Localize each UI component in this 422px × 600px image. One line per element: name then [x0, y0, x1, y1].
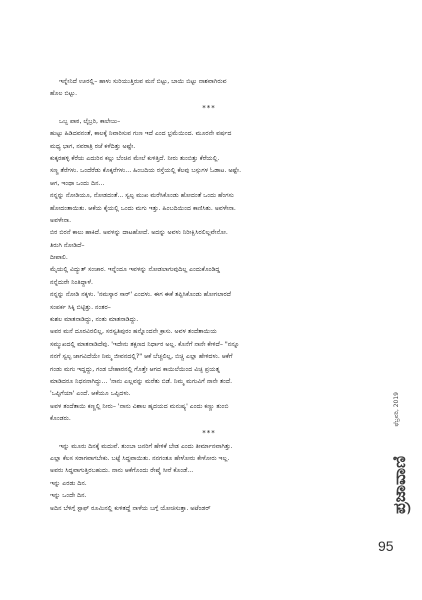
magazine-logo	[386, 456, 414, 516]
text-line: ಕೊಂಡರು.	[50, 415, 71, 423]
article-body	[50, 76, 368, 515]
issue-date-text: ಫೆಬ್ರವರಿ, 2019	[393, 392, 400, 427]
text-line: ಅವರ ಮನೆ ದೂರವಿರಲಿಲ್ಲ, ಸರಸ್ವತಿಪುರಂ ಹನ್ನೊಂದನೇ ಕ್ರಾಸು. ಅವಳ ತಂದೆತಾಯಿಯ	[50, 328, 217, 336]
text-line: ಸಮ್ಮುಖದಲ್ಲಿ ಮಾತನಾಡಿದೆವು. 'ಇದೇನು ತಕ್ಷಣದ ನಿರ್ಧಾರ ಅಲ್ಲ. ಕೊನೆಗೆ ನಾನೇ ಕೇಳಿದೆ– "ನನ್ನೂ	[50, 340, 240, 348]
magazine-logo-text: ಪ್ರಜಾವಾಣಿ	[390, 456, 410, 515]
text-line: ಇನ್ನು ಒಂದೇ ದಿನ.	[50, 492, 87, 500]
text-line: ಇನ್ನು ಎರಡು ದಿನ.	[50, 479, 87, 487]
issue-date	[393, 392, 405, 452]
text-line: ಸಂಪರ್ಕ ಸಿಕ್ಕಿ ಬಿಟ್ಟಿತ್ತು. ನಂತರ–	[50, 303, 111, 311]
text-line: ಅವಳೇನಾ.	[50, 216, 72, 224]
text-line: ಕುಶಲ ಮಾತನಾಡಿದ್ದು, ನಂತು ಮಾತನಾಡಿದ್ದು.	[50, 316, 139, 324]
text-line: ನನ್ನನ್ನು ನೋಡಿಯೂ, ನೋಡದಂತೆ... ಸ್ವಲ್ಪ ಮುಖ ಮರೆಸಿಕೊಂಡು ಹೋದಂತೆ ಒಂದು ಹೆಂಗಸು	[50, 192, 234, 200]
text-line: ನನ್ನನ್ನು ನೋಡಿ ನಕ್ಕಳು. 'ನಮಸ್ಕಾರ ಸಾರ್' ಎಂದಳು. ಈಗ ಈಕೆ ತಪ್ಪಿಸಿಕೊಂಡು ಹೋಗಲಾರದೆ	[50, 291, 231, 299]
text-line: ಮಾಡಿದರೂ ನಿಧನನಾಗಿದ್ದು... 'ನಾನು ಎಲ್ಲವನ್ನು ಮರೆತು ಬಿಡೆ. ನಿಮ್ಮ ಮಗುವಿಗೆ ನಾನೇ ತಂದೆ.	[50, 377, 233, 385]
text-line: 'ಒಪ್ಪಿಗೆಯಾ' ಎಂದೆ. ಆಕೆಯೂ ಒಪ್ಪಿದಳು.	[50, 390, 131, 398]
text-line: ಹೋದಂತಾಯಿತು. ಆಕೆಯ ಕೈಯಲ್ಲಿ ಒಂದು ಮಗು ಇತ್ತು. ಹಿಂಬದಿಯಿಂದ ಕಾಣಿಸಿತು. ಅವಳೇನಾ.	[50, 204, 236, 212]
text-line: ಇನ್ನೇನಿದೆ ಊರಲ್ಲಿ– ಹಾಳು ಸುರಿಯುತ್ತಿರುವ ಮನೆ ಬಿಟ್ಟು, ಬಾಯಿ ಬಿಟ್ಟು ನಾಶವಾಗಿರುವ	[59, 78, 227, 85]
text-line: ಬಿರ ಬಿರನೆ ಕಾಲು ಹಾಕಿದೆ. ಅವಳನ್ನು ದಾಟಹೋದೆ. ಅದನ್ನು ಅವಳು ನಿರೀಕ್ಷಿಸಿರಲಿಲ್ಲವೇನೋ.	[50, 229, 228, 237]
text-line: ಆಗ, ಇಂಥಾ ಒಂದು ದಿನ...	[50, 179, 105, 187]
text-line: ಅವರು ಸಿದ್ಧವಾಗುತ್ತಿರಬಹುದು. ನಾನು ಆಕೆಗೊಂದು ರೇಷ್ಮೆ ಸೀರೆ ಕೊಂಡೆ...	[50, 467, 194, 475]
text-line: ದೀಪಾಲಿ.	[50, 254, 68, 262]
text-line: ತಿರುಗಿ ನೋಡಿದೆ–	[50, 241, 85, 249]
text-line: ಅದಿನ ಬೆಳಿಗ್ಗೆ ಸ್ಟಾಫ್ ರೂಮಿನಲ್ಲಿ ಕುಳಿತದ್ದೆ ನಾಳೆಯ ಬಗ್ಗೆ ಯೋಚಿಸುತ್ತಾ. ಅಟೆಂಡರ್	[50, 504, 211, 512]
section-divider: ***	[202, 103, 216, 112]
text-line: ನನ್ನೆದುರೇ ನಿಂತಿದ್ದಾಳೆ.	[50, 278, 93, 286]
text-line: ಮಧ್ಯ ಭಾಗ, ನವರಾತ್ರಿ ರಜೆ ಕಳೆದಿತ್ತು ಅಷ್ಟೇ.	[50, 142, 136, 150]
text-line: ನನಗೆ ಸ್ವಲ್ಪ ಜಾಗವಿದೆಯೇ ನಿಮ್ಮ ಜೀವನದಲ್ಲಿ?" ಆಕೆ ಬೆಚ್ಚಲಿಲ್ಲ, ಬಿಚ್ಚಿ ಎಲ್ಲಾ ಹೇಳಿದಳು. ಆಕೆಗೆ	[50, 353, 233, 361]
text-line: ಹುಟ್ಟು ಹಿಡಿದವನಂತೆ, ಕಾಲಕ್ಕೆ ನಿವಾರಿಸುವ ಗುಣ ಇದೆ ಎಂದ ಭ್ರಮೆಯಿಂದ. ಮೂರನೇ ವರ್ಷದ	[50, 130, 232, 138]
page-number: 95	[378, 538, 394, 554]
text-line: ಒಬ್ಬ ಪಾಠ, ಲೈಬ್ರರಿ, ಕಾಲೇಜು–	[59, 117, 121, 125]
text-line: ಗಂಡು ಮಗು ಇದ್ದದ್ದು, ಗಂಡ ಬೇಹಾರನಲ್ಲಿ ಗೊತ್ತೇ ಆಗದ ಕಾಯಿಲೆಯಿಂದ ವಿಚ್ಛ ಪ್ರಯತ್ನ	[50, 365, 220, 373]
text-line: ಹೊಲ ಬಿಟ್ಟು.	[50, 90, 78, 98]
text-line: ಮೈಯಲ್ಲಿ ವಿದ್ಯುತ್ ಸಂಚಾರ. ಇನ್ನೆಂದೂ ಇವಳನ್ನು ನೋಡಲಾಗುವುದಿಲ್ಲ ಎಂದುಕೊಂಡಿದ್ದ	[50, 266, 220, 274]
text-line: ಸಣ್ಣ ತೆರೆಗಳು. ಒಂದೆರೆಡು ಕೊಕ್ಕರೆಗಳು... ಹಿಂಬದಿಯ ರಸ್ತೆಯಲ್ಲಿ ಕೆಲವು ಬಸ್ಸುಗಳ ಓಡಾಟ. ಅಷ್ಟೇ.	[50, 167, 242, 175]
text-line: ಎಲ್ಲಾ ಕೆಲಸ ಸರಾಗವಾಗಬೇಕು. ಬಟ್ಟೆ ಸಿದ್ಧವಾಯಿತು. ನನಗಂತೂ ಹೇಳೋರು ಕೇಳೋರು ಇಲ್ಲ.	[50, 454, 230, 462]
section-divider: ***	[202, 428, 216, 437]
text-line: ಅವಳ ತಂದೆತಾಯಿ ಕಣ್ಣಲ್ಲಿ ನೀರು– 'ನಾನು ವಿಶಾಲ ಹೃದಯದ ಮನುಷ್ಯ' ಎಂದು ಕಣ್ಣು ತುಂಬಿ	[50, 402, 229, 410]
text-line: ಕುಕ್ಕರಹಳ್ಳಿ ಕೆರೆಯ ಎದುರಿನ ಕಲ್ಲು ಬೆಂಚಿನ ಮೇಲೆ ಕುಳಿತ್ತಿದೆ. ನೀರು ತುಂಬಿತ್ತು ಕೆರೆಯಲ್ಲಿ.	[50, 154, 220, 162]
text-line: ಇನ್ನು ಮೂರು ದಿನಕ್ಕೆ ಮದುವೆ. ತುಂಬಾ ಜನರಿಗೆ ಹೇಳಿಕೆ ಬೇಡ ಎಂದು ತೀರ್ಮಾನವಾಗಿತ್ತು.	[59, 442, 233, 450]
